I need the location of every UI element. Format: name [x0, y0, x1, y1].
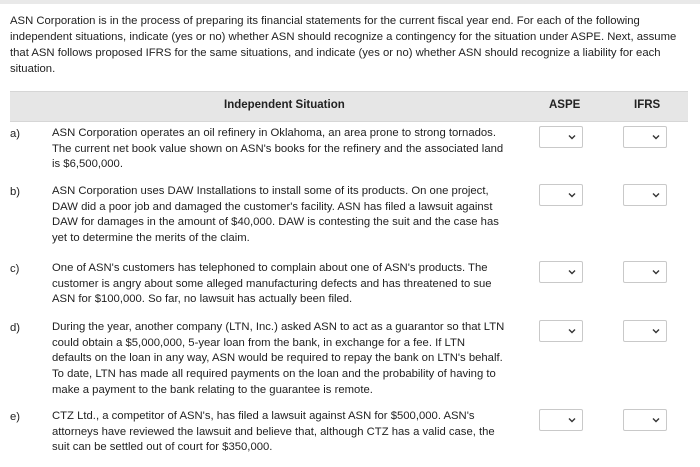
row-letter: e): [10, 411, 21, 423]
chevron-down-icon: [567, 326, 577, 336]
header-ifrs: IFRS: [634, 99, 661, 111]
ifrs-select-e[interactable]: [623, 409, 667, 431]
row-letter: d): [10, 322, 21, 334]
situation-text: During the year, another company (LTN, Inc.) asked ASN to act as a guarantor so that LTN could obtain a $5,000,000, 5-year loan from the bank, in exchange for a fee. If LTN defaults on the loan in any way, ASN would be required to repay the bank on LTN's behalf. To date, LTN has made all required payments on the loan and the probability of having to make a payment to the bank relating to the guarantee is remote.: [52, 321, 505, 396]
ifrs-select-a[interactable]: [623, 126, 667, 148]
aspe-select-e[interactable]: [539, 409, 583, 431]
header-independent-situation: Independent Situation: [224, 99, 345, 111]
chevron-down-icon: [651, 326, 661, 336]
aspe-select-a[interactable]: [539, 126, 583, 148]
header-aspe: ASPE: [549, 99, 581, 111]
chevron-down-icon: [651, 190, 661, 200]
ifrs-select-b[interactable]: [623, 184, 667, 206]
aspe-select-d[interactable]: [539, 320, 583, 342]
situation-text: ASN Corporation operates an oil refinery in Oklahoma, an area prone to strong tornados. The current net book value shown on ASN's books for the refinery and the associated land is $6,500,000.: [52, 127, 504, 171]
table-header: [10, 91, 688, 122]
aspe-select-c[interactable]: [539, 261, 583, 283]
row-letter: a): [10, 128, 21, 140]
ifrs-select-d[interactable]: [623, 320, 667, 342]
situations-table: [10, 91, 688, 467]
row-letter: c): [10, 263, 20, 275]
chevron-down-icon: [651, 415, 661, 425]
chevron-down-icon: [567, 190, 577, 200]
situation-text: ASN Corporation uses DAW Installations to install some of its products. On one project, DAW did a poor job and damaged the customer's facility. ASN has filed a lawsuit against DAW for damages in the amount of $40,000. DAW is contesting the suit and the case has yet to determine the merits of the claim.: [52, 185, 499, 245]
chevron-down-icon: [567, 415, 577, 425]
aspe-select-b[interactable]: [539, 184, 583, 206]
chevron-down-icon: [651, 267, 661, 277]
situation-text: One of ASN's customers has telephoned to complain about one of ASN's products. The customer is angry about some alleged manufacturing defects and has threatened to sue ASN for $100,000. So far, no lawsuit has actually been filed.: [52, 262, 492, 306]
chevron-down-icon: [567, 267, 577, 277]
ifrs-select-c[interactable]: [623, 261, 667, 283]
situation-text: CTZ Ltd., a competitor of ASN's, has filed a lawsuit against ASN for $500,000. ASN's attorneys have reviewed the lawsuit and believe that, although CTZ has a valid case, the suit can be settled out of court for $350,000.: [52, 410, 495, 454]
top-border: [0, 0, 700, 4]
chevron-down-icon: [651, 132, 661, 142]
row-letter: b): [10, 186, 21, 198]
question-intro: ASN Corporation is in the process of preparing its financial statements for the current fiscal year end. For each of the following independent situations, indicate (yes or no) whether ASN should recognize a contingency for the situation under ASPE. Next, assume that ASN follows proposed IFRS for the same situations, and indicate (yes or no) whether ASN should recognize a liability for each situation.: [10, 15, 677, 75]
chevron-down-icon: [567, 132, 577, 142]
